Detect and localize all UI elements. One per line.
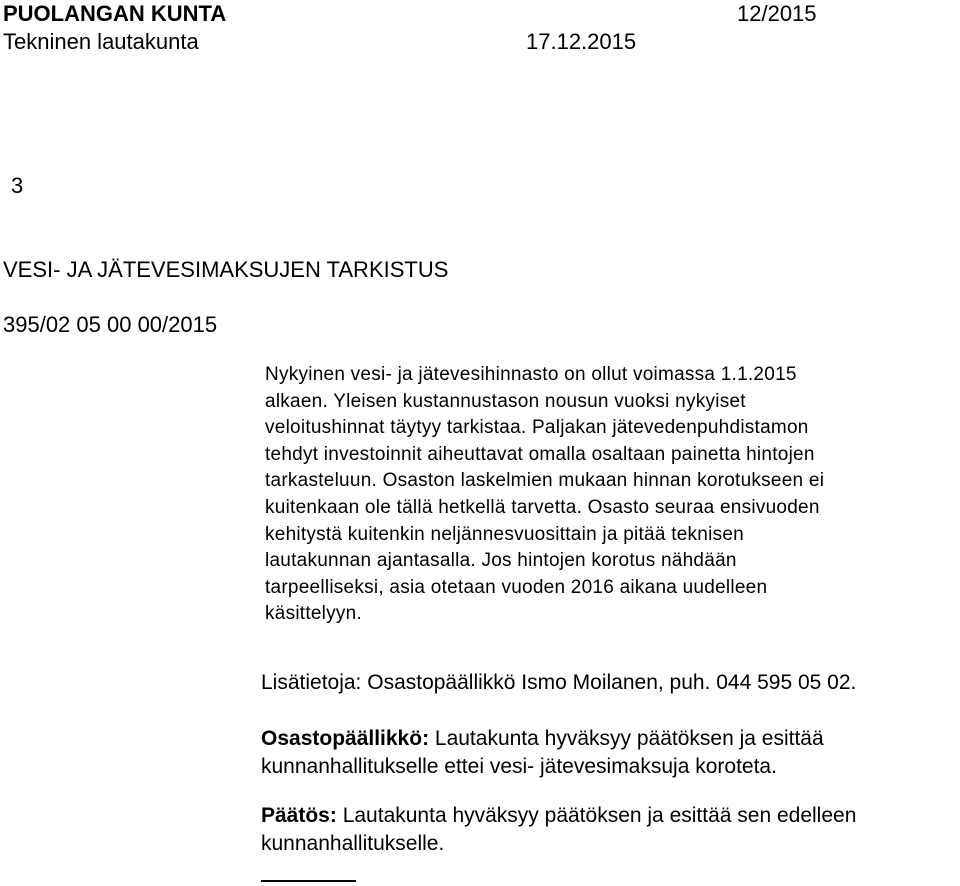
description-line: tarkasteluun. Osaston laskelmien mukaan hinnan korotukseen ei	[265, 470, 825, 492]
description-line: kehitystä kuitenkin neljännesvuosittain ja pitää teknisen	[265, 523, 744, 545]
meeting-number: 12/2015	[737, 1, 817, 26]
description-line: tarpeelliseksi, asia otetaan vuoden 2016 aikana uudelleen	[265, 576, 768, 598]
contact-info: Lisätietoja: Osastopäällikkö Ismo Moilanen, puh. 044 595 05 02.	[261, 671, 857, 694]
description-line: veloitushinnat täytyy tarkistaa. Paljakan jätevedenpuhdistamon	[265, 417, 809, 439]
description-line: Nykyinen vesi- ja jätevesihinnasto on ollut voimassa 1.1.2015	[265, 364, 797, 385]
organization-name: PUOLANGAN KUNTA	[3, 1, 227, 26]
reference-number: 395/02 05 00 00/2015	[3, 312, 218, 337]
description-paragraph	[265, 362, 960, 628]
proposal-text-line2: kunnanhallitukselle ettei vesi- jätevesimaksuja koroteta.	[261, 755, 777, 778]
proposal-text-line1: Lautakunta hyväksyy päätöksen ja esittää	[429, 727, 824, 750]
decision-paragraph	[261, 802, 856, 858]
meeting-date: 17.12.2015	[526, 29, 637, 54]
decision-text-line1: Lautakunta hyväksyy päätöksen ja esittää sen edelleen	[336, 804, 857, 827]
section-title: VESI- JA JÄTEVESIMAKSUJEN TARKISTUS	[3, 257, 449, 282]
section-number: 3	[11, 173, 24, 198]
description-line: kuitenkaan ole tällä hetkellä tarvetta. Osasto seuraa ensivuoden	[265, 496, 820, 518]
decision-text-line2: kunnanhallitukselle.	[261, 832, 445, 855]
description-line: käsittelyyn.	[265, 603, 362, 625]
proposal-paragraph	[261, 725, 824, 781]
description-line: tehdyt investoinnit aiheuttavat omalla osaltaan painetta hintojen	[265, 443, 815, 465]
description-line: alkaen. Yleisen kustannustason nousun vuoksi nykyiset	[265, 390, 746, 412]
description-line: lautakunnan ajantasalla. Jos hintojen korotus nähdään	[265, 550, 737, 572]
signature-divider	[261, 880, 356, 882]
proposal-label: Osastopäällikkö:	[261, 727, 430, 750]
committee-name: Tekninen lautakunta	[3, 29, 199, 54]
decision-label: Päätös:	[261, 804, 337, 827]
